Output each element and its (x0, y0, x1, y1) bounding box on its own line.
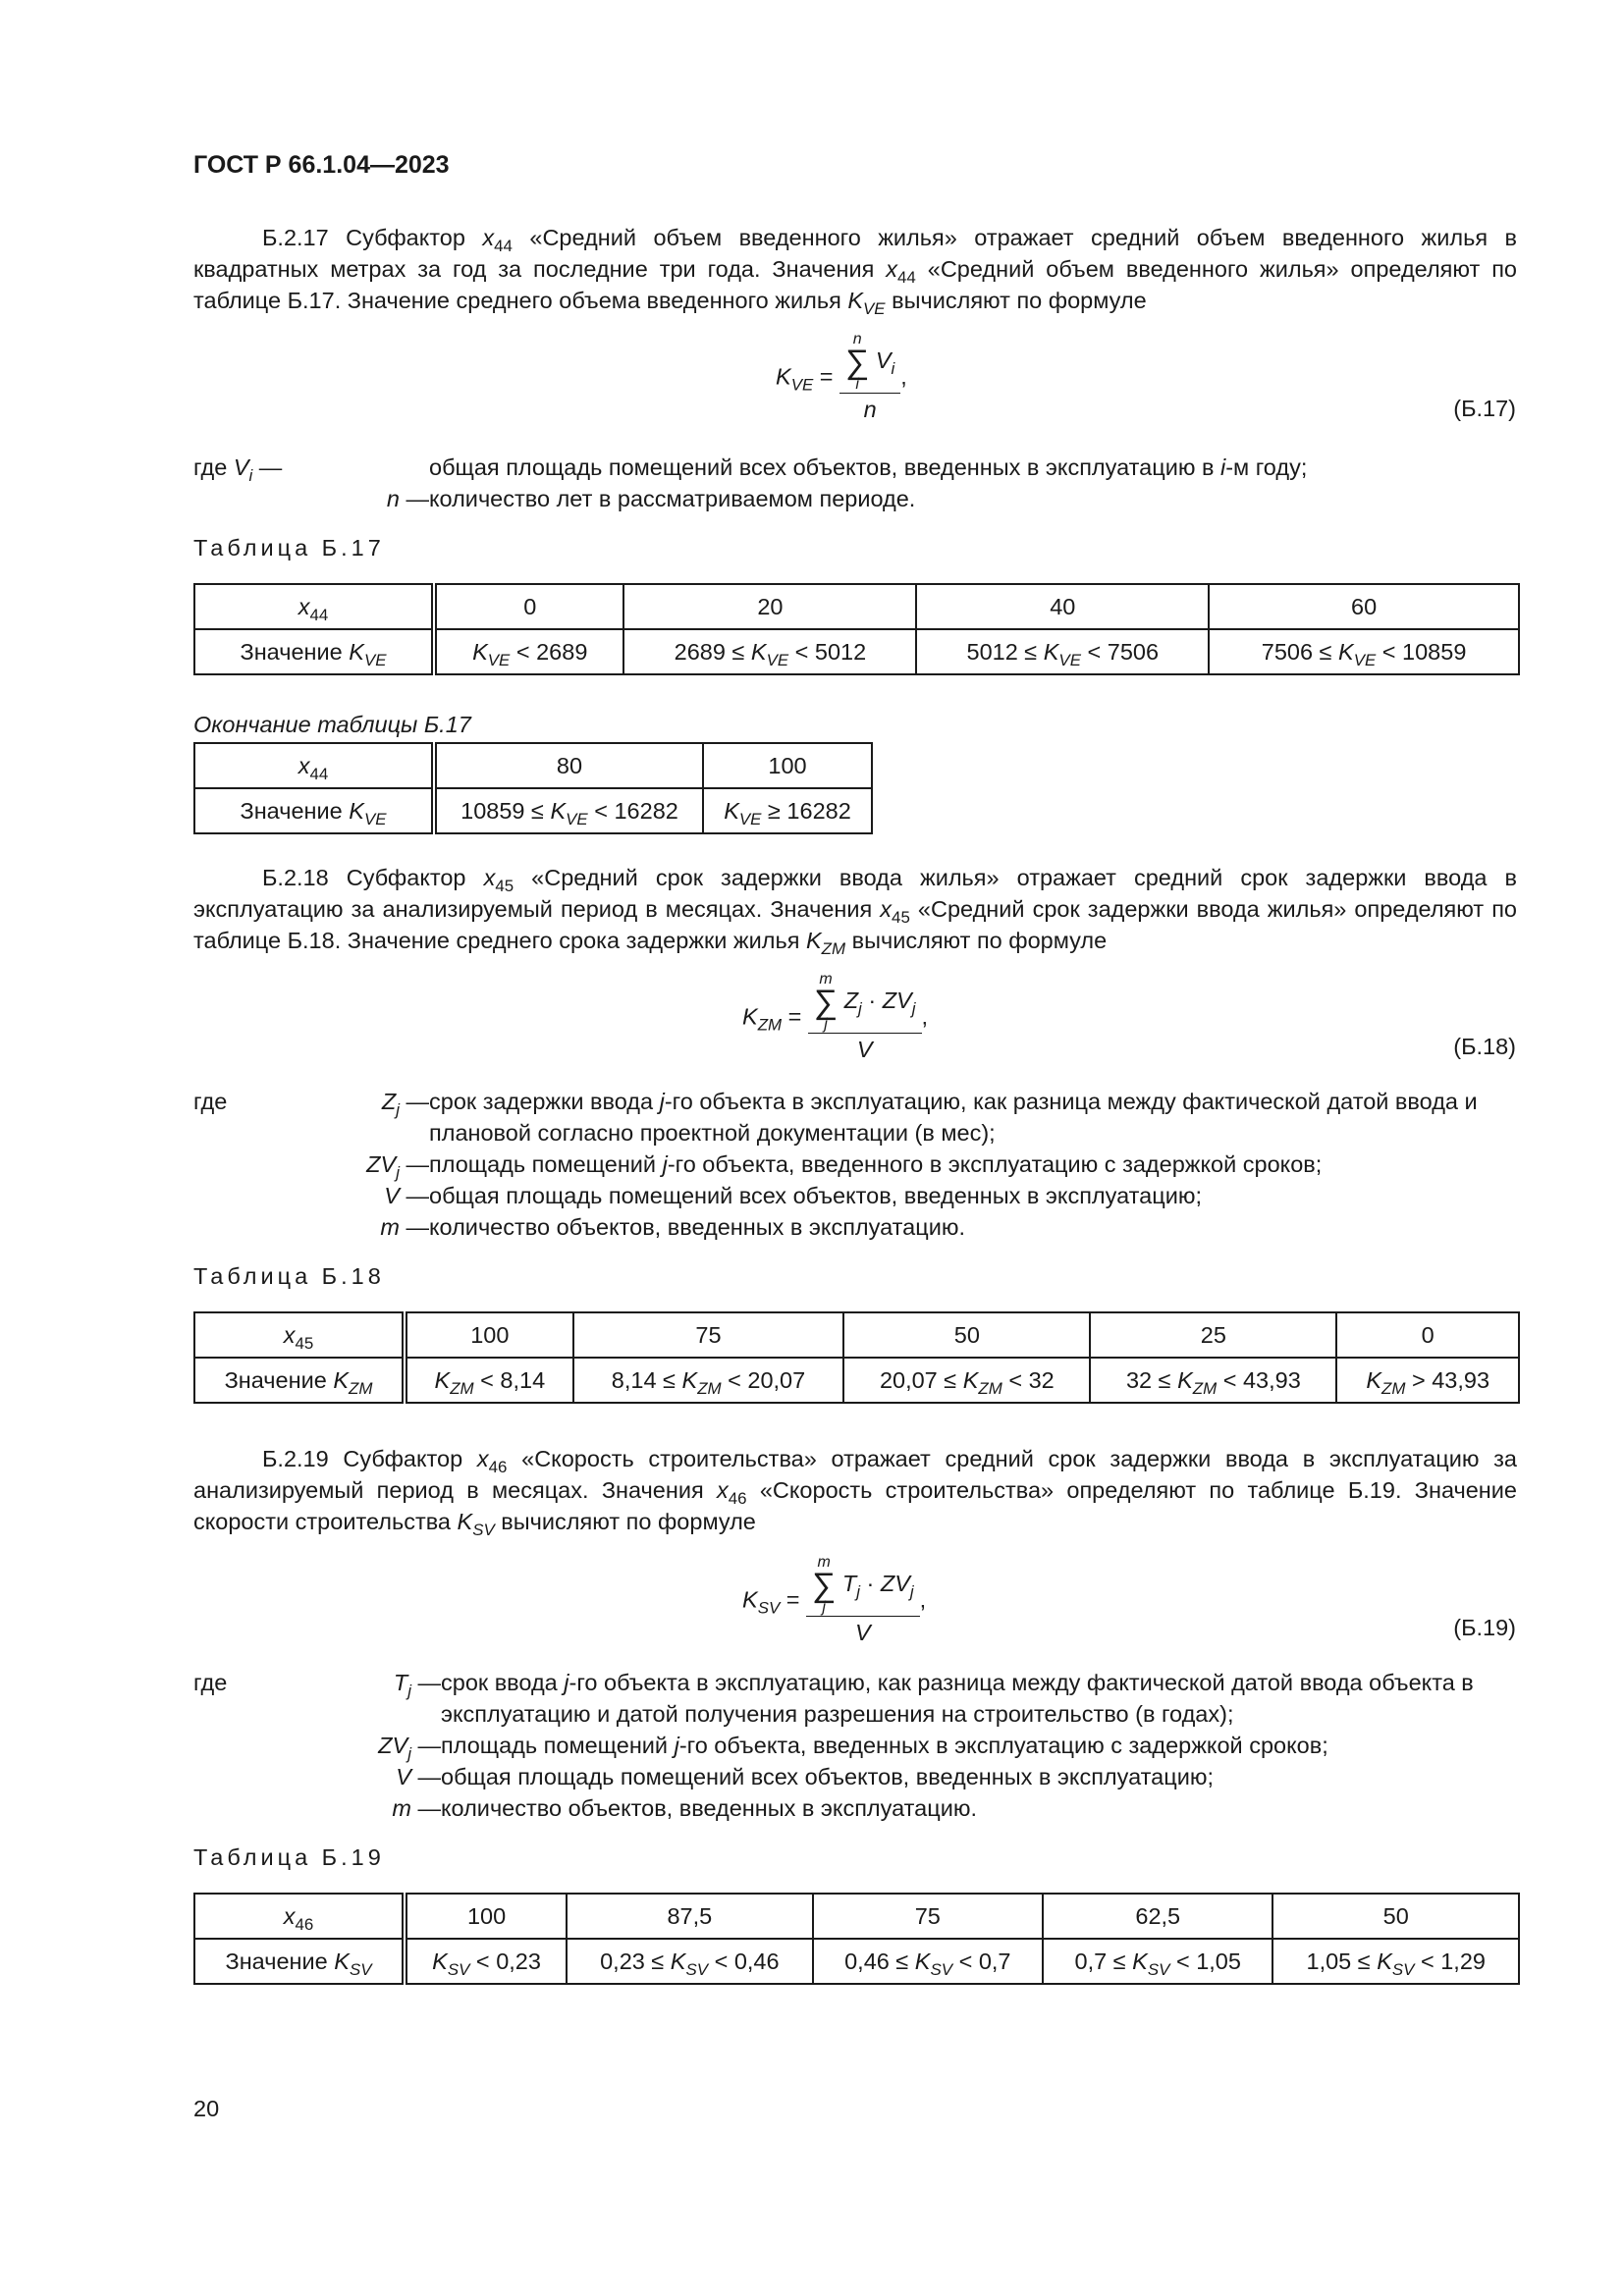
table-cell: $0,7 \le K_{SV} < 1,05$ (1043, 1939, 1272, 1984)
table-cell: 20 (623, 584, 916, 629)
formula-label-b19: (Б.19) (1453, 1615, 1516, 1640)
legend-b18: где $Z_j$ — срок задержки ввода j-го объекта в эксплуатацию, как разница между фактической датой ввода и плановой согласно проектной документации (в мес); $ZV_j$ — площадь помещений j-го объекта, введенного в эксплуатацию с задержкой сроков; V — общая площадь помещений всех объектов, введенных в эксплуатацию; m — количество объектов, введенных в эксплуатацию. (193, 1089, 1478, 1240)
table-header-cell: Значение $K_{VE}$ (194, 788, 434, 833)
table-b18 (193, 1311, 1520, 1404)
table-header-cell: Значение $K_{ZM}$ (194, 1358, 405, 1403)
document-header: ГОСТ Р 66.1.04—2023 (193, 151, 450, 179)
table-cell: 25 (1090, 1312, 1336, 1358)
table-cell: 50 (843, 1312, 1090, 1358)
formula-label-b18: (Б.18) (1453, 1034, 1516, 1059)
table-b17 (193, 583, 1520, 675)
table-row (194, 584, 1519, 629)
formula-b18: $K_{ZM}$ = m ∑ j $Z_j \cdot ZV_j$ V , (742, 971, 929, 1062)
paragraph-b2-19: Б.2.19 Субфактор $x_{46}$ «Скорость строительства» отражает средний срок задержки ввода в эксплуатацию за анализируемый период в месяцах. Значения $x_{46}$ «Скорость строительства» определяют по таблице Б.19. Значение скорости строительства $K_{SV}$ вычисляют по формуле (193, 1446, 1517, 1539)
table-cell: $2689 \le K_{VE} < 5012$ (623, 629, 916, 674)
table-header-cell: Значение $K_{SV}$ (194, 1939, 405, 1984)
table-caption-b17: Таблица Б.17 (193, 535, 385, 561)
table-header-cell: $x_{44}$ (194, 584, 434, 629)
table-caption-b19: Таблица Б.19 (193, 1844, 385, 1870)
table-cell: $0,23 \le K_{SV} < 0,46$ (567, 1939, 812, 1984)
table-cell: $5012 \le K_{VE} < 7506$ (916, 629, 1209, 674)
table-cell: $K_{ZM} > 43,93$ (1336, 1358, 1519, 1403)
table-cell: 75 (573, 1312, 844, 1358)
table-header-cell: Значение $K_{VE}$ (194, 629, 434, 674)
page-number: 20 (193, 2096, 220, 2121)
formula-b17: $K_{VE}$ = n ∑ i $V_i$ n , (776, 331, 907, 422)
formula-label-b17: (Б.17) (1453, 396, 1516, 421)
table-cell: $10859 \le K_{VE} < 16282$ (434, 788, 703, 833)
table-cell: $K_{VE} \ge 16282$ (703, 788, 872, 833)
table-caption-b18: Таблица Б.18 (193, 1263, 385, 1289)
table-header-cell: $x_{44}$ (194, 743, 434, 788)
table-cell: 0 (1336, 1312, 1519, 1358)
table-cell: 60 (1209, 584, 1519, 629)
table-cell: $K_{VE} < 2689$ (434, 629, 623, 674)
table-b17-continuation (193, 742, 873, 834)
table-row (194, 743, 872, 788)
formula-b19: $K_{SV}$ = m ∑ j $T_j \cdot ZV_j$ V , (742, 1554, 927, 1645)
legend-b17: где $V_i$ — общая площадь помещений всех объектов, введенных в эксплуатацию в i-м году; n — количество лет в рассматриваемом периоде. (193, 454, 1308, 511)
table-row (194, 1894, 1519, 1939)
table-row (194, 788, 872, 833)
table-cell: 75 (813, 1894, 1043, 1939)
table-header-cell: $x_{46}$ (194, 1894, 405, 1939)
legend-b19: где $T_j$ — срок ввода j-го объекта в эксплуатацию, как разница между фактической датой ввода объекта в эксплуатацию и датой получения разрешения на строительство (в годах); $ZV_j$ — площадь помещений j-го объекта, введенных в эксплуатацию с задержкой сроков; V — общая площадь помещений всех объектов, введенных в эксплуатацию; m — количество объектов, введенных в эксплуатацию. (193, 1670, 1474, 1821)
table-row (194, 629, 1519, 674)
table-cell: $20,07 \le K_{ZM} < 32$ (843, 1358, 1090, 1403)
paragraph-b2-18: Б.2.18 Субфактор $x_{45}$ «Средний срок задержки ввода жилья» отражает средний срок задержки ввода в эксплуатацию за анализируемый период в месяцах. Значения $x_{45}$ «Средний срок задержки ввода жилья» определяют по таблице Б.18. Значение среднего срока задержки жилья $K_{ZM}$ вычисляют по формуле (193, 865, 1518, 958)
table-cell: 80 (434, 743, 703, 788)
table-b19 (193, 1893, 1520, 1985)
table-cell: $0,46 \le K_{SV} < 0,7$ (813, 1939, 1043, 1984)
table-cell: 87,5 (567, 1894, 812, 1939)
table-cell: 40 (916, 584, 1209, 629)
table-cell: $K_{SV} < 0,23$ (405, 1939, 567, 1984)
table-row (194, 1358, 1519, 1403)
table-cell: 100 (405, 1894, 567, 1939)
table-continuation-caption-b17: Окончание таблицы Б.17 (193, 712, 471, 737)
table-cell: 100 (405, 1312, 573, 1358)
table-cell: 62,5 (1043, 1894, 1272, 1939)
table-cell: $32 \le K_{ZM} < 43,93$ (1090, 1358, 1336, 1403)
table-row (194, 1939, 1519, 1984)
table-cell: $1,05 \le K_{SV} < 1,29$ (1272, 1939, 1519, 1984)
table-row (194, 1312, 1519, 1358)
table-cell: $8,14 \le K_{ZM} < 20,07$ (573, 1358, 844, 1403)
paragraph-b2-17: Б.2.17 Субфактор $x_{44}$ «Средний объем введенного жилья» отражает средний объем введенного жилья в квадратных метрах за год за последние три года. Значения $x_{44}$ «Средний объем введенного жилья» определяют по таблице Б.17. Значение среднего объема введенного жилья $K_{VE}$ вычисляют по формуле (193, 225, 1518, 318)
table-cell: $K_{ZM} < 8,14$ (405, 1358, 573, 1403)
table-cell: 0 (434, 584, 623, 629)
table-cell: 50 (1272, 1894, 1519, 1939)
table-cell: 100 (703, 743, 872, 788)
table-cell: $7506 \le K_{VE} < 10859$ (1209, 629, 1519, 674)
table-header-cell: $x_{45}$ (194, 1312, 405, 1358)
